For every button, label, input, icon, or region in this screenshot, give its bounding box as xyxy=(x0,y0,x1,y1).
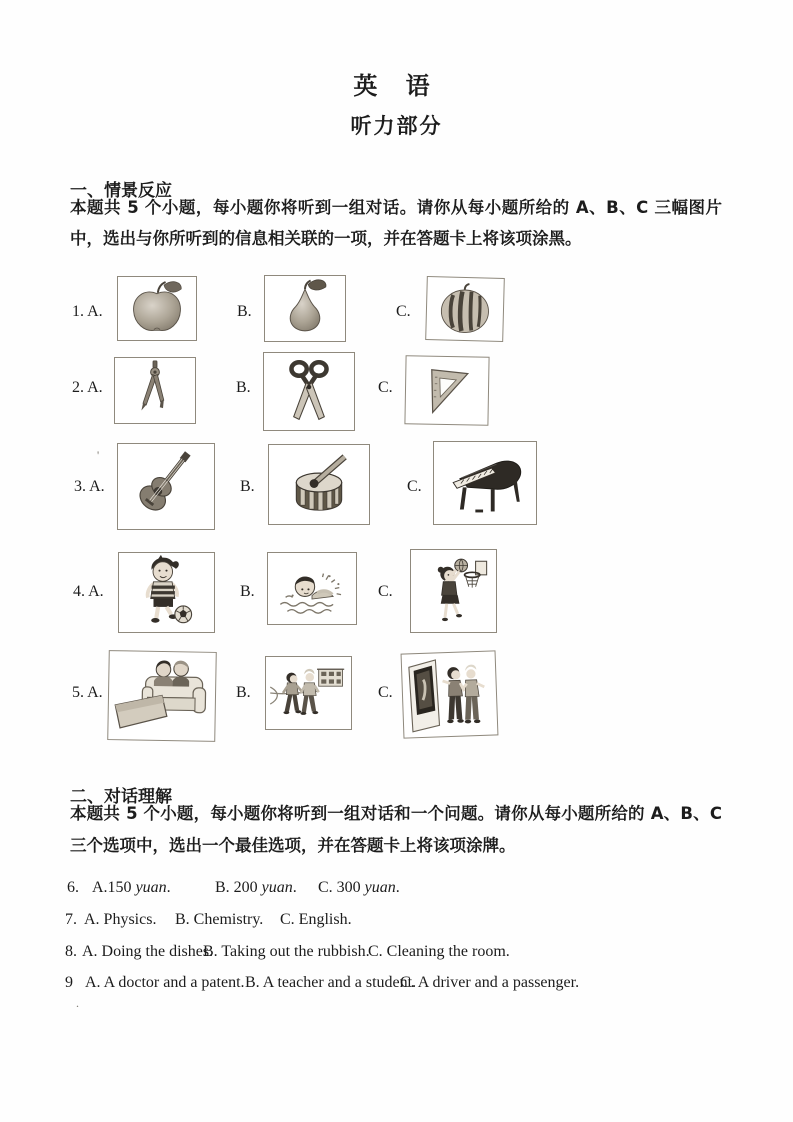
playing-basketball-image xyxy=(411,550,496,632)
question-2-label-a: 2. A. xyxy=(72,379,103,396)
question-5-image-b xyxy=(265,656,352,730)
watermelon-image xyxy=(426,277,504,341)
question-4-label-b: B. xyxy=(240,583,255,600)
question-3-label-b: B. xyxy=(240,478,255,495)
question-2-image-b xyxy=(263,352,355,431)
question-2-label-b: B. xyxy=(236,379,251,396)
question-9-option-a: A. A doctor and a patent. xyxy=(85,974,245,991)
question-8-option-c: C. Cleaning the room. xyxy=(368,943,510,960)
question-2-image-a xyxy=(114,357,196,424)
question-8-number: 8. xyxy=(65,943,77,960)
looking-at-picture-image xyxy=(402,651,498,737)
question-4-label-a: 4. A. xyxy=(73,583,104,600)
question-7-number: 7. xyxy=(65,911,77,928)
page-title: 英 语 xyxy=(353,72,440,100)
grand-piano-image xyxy=(434,442,536,524)
section2-header: 二、对话理解 xyxy=(70,787,172,807)
question-4-image-b xyxy=(267,552,357,625)
question-1-image-a xyxy=(117,276,197,341)
question-8-option-b: B. Taking out the rubbish. xyxy=(203,943,370,960)
question-5-label-b: B. xyxy=(236,684,251,701)
question-4-label-c: C. xyxy=(378,583,393,600)
question-5-label-c: C. xyxy=(378,684,393,701)
question-9-option-b: B. A teacher and a student. xyxy=(245,974,417,991)
question-8-row xyxy=(65,943,765,965)
scan-artifact-dot: . xyxy=(76,996,79,1010)
question-3-image-a xyxy=(117,443,215,530)
question-4-image-a xyxy=(118,552,215,633)
question-7-option-b: B. Chemistry. xyxy=(175,911,264,928)
question-2-label-c: C. xyxy=(378,379,393,396)
playing-football-image xyxy=(119,553,214,632)
question-3-label-c: C. xyxy=(407,478,422,495)
page-subtitle: 听力部分 xyxy=(350,114,443,138)
question-6-option-c: C. 300 yuan. xyxy=(318,879,400,896)
section1-header: 一、情景反应 xyxy=(70,181,172,201)
scan-artifact-mark: ' xyxy=(97,448,100,462)
watching-tv-image xyxy=(108,651,216,741)
question-2-image-c xyxy=(404,355,489,425)
question-7-row xyxy=(65,911,765,933)
question-1-label-a: 1. A. xyxy=(72,303,103,320)
question-6-row xyxy=(65,879,765,901)
question-9-row xyxy=(65,974,765,996)
question-5-image-c xyxy=(401,650,499,738)
question-3-label-a: 3. A. xyxy=(74,478,105,495)
question-9-number: 9 xyxy=(65,974,73,991)
swimming-image xyxy=(268,553,356,624)
question-1-image-b xyxy=(264,275,346,342)
question-3-image-b xyxy=(268,444,370,525)
section1-instructions: 本题共 5 个小题，每小题你将听到一组对话。请你从每小题所给的 A、B、C 三幅图片中，选出与你所听到的信息相关联的一项，并在答题卡上将该项涂黑。 xyxy=(70,198,722,248)
question-7-option-a: A. Physics. xyxy=(84,911,157,928)
section2-instructions: 本题共 5 个小题，每小题你将听到一组对话和一个问题。请你从每小题所给的 A、B、C 三个选项中，选出一个最佳选项，并在答题卡上将该项涂牌。 xyxy=(70,804,722,855)
pear-image xyxy=(265,276,345,341)
question-8-option-a: A. Doing the dishes. xyxy=(82,943,214,960)
question-5-label-a: 5. A. xyxy=(72,684,103,701)
guitar-image xyxy=(118,444,214,529)
question-9-option-c: C. A driver and a passenger. xyxy=(400,974,580,991)
question-6-option-a: A.150 yuan. xyxy=(92,879,171,896)
question-7-option-c: C. English. xyxy=(280,911,352,928)
question-3-image-c xyxy=(433,441,537,525)
question-5-image-a xyxy=(107,650,217,742)
question-1-image-c xyxy=(425,276,505,342)
scissors-image xyxy=(264,353,354,430)
apple-image xyxy=(118,277,196,340)
question-1-label-b: B. xyxy=(237,303,252,320)
drum-image xyxy=(269,445,369,524)
question-4-image-c xyxy=(410,549,497,633)
question-6-option-b: B. 200 yuan. xyxy=(215,879,297,896)
set-square-image xyxy=(405,356,488,424)
compass-image xyxy=(115,358,195,423)
question-6-number: 6. xyxy=(67,879,79,896)
walking-outside-image xyxy=(266,657,351,729)
question-1-label-c: C. xyxy=(396,303,411,320)
